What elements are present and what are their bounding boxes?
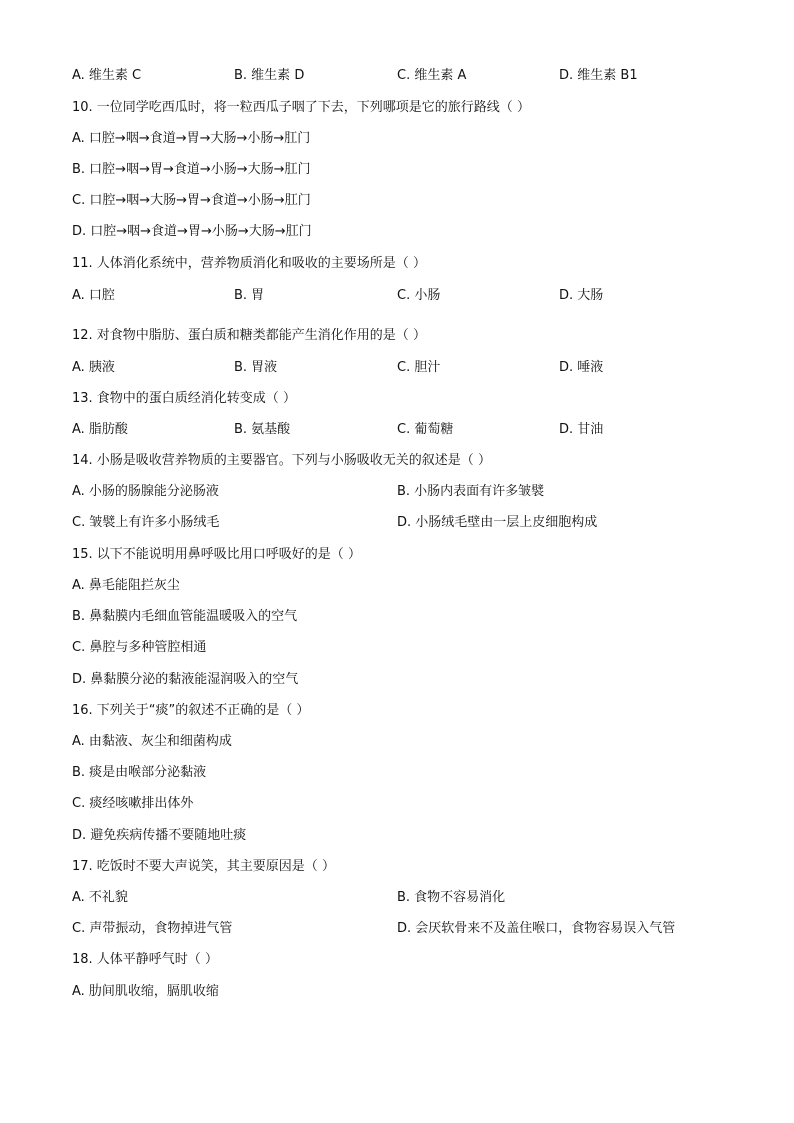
q17-option-c: C. 声带振动，食物掉进气管 xyxy=(72,921,233,936)
q14-stem: 14. 小肠是吸收营养物质的主要器官。下列与小肠吸收无关的叙述是（ ） xyxy=(72,453,491,468)
q17-option-d: D. 会厌软骨来不及盖住喉口，食物容易误入气管 xyxy=(397,921,676,936)
q12-option-b: B. 胃液 xyxy=(234,360,278,375)
q9-option-a: A. 维生素 C xyxy=(72,68,142,83)
q15-option-d: D. 鼻黏膜分泌的黏液能湿润吸入的空气 xyxy=(72,672,299,687)
q15-stem: 15. 以下不能说明用鼻呼吸比用口呼吸好的是（ ） xyxy=(72,547,361,562)
q12-option-a: A. 胰液 xyxy=(72,360,115,375)
q16-option-c: C. 痰经咳嗽排出体外 xyxy=(72,796,194,811)
q14-option-b: B. 小肠内表面有许多皱襞 xyxy=(397,484,545,499)
q15-option-c: C. 鼻腔与多种管腔相通 xyxy=(72,640,207,655)
q12-option-d: D. 唾液 xyxy=(559,360,604,375)
q12-option-c: C. 胆汁 xyxy=(397,360,441,375)
q16-option-a: A. 由黏液、灰尘和细菌构成 xyxy=(72,734,232,749)
q10-option-d: D. 口腔→咽→食道→胃→小肠→大肠→肛门 xyxy=(72,224,312,239)
q15-option-a: A. 鼻毛能阻拦灰尘 xyxy=(72,578,180,593)
q11-option-b: B. 胃 xyxy=(234,288,265,303)
q11-option-d: D. 大肠 xyxy=(559,288,604,303)
q13-option-c: C. 葡萄糖 xyxy=(397,422,454,437)
q11-option-c: C. 小肠 xyxy=(397,288,441,303)
q12-stem: 12. 对食物中脂肪、蛋白质和糖类都能产生消化作用的是（ ） xyxy=(72,328,426,343)
q17-stem: 17. 吃饭时不要大声说笑，其主要原因是（ ） xyxy=(72,859,335,874)
q14-option-a: A. 小肠的肠腺能分泌肠液 xyxy=(72,484,219,499)
q13-stem: 13. 食物中的蛋白质经消化转变成（ ） xyxy=(72,391,296,406)
q14-option-d: D. 小肠绒毛壁由一层上皮细胞构成 xyxy=(397,515,598,530)
q13-option-b: B. 氨基酸 xyxy=(234,422,291,437)
q10-option-c: C. 口腔→咽→大肠→胃→食道→小肠→肛门 xyxy=(72,193,311,208)
q17-option-b: B. 食物不容易消化 xyxy=(397,890,506,905)
q10-option-a: A. 口腔→咽→食道→胃→大肠→小肠→肛门 xyxy=(72,131,311,146)
q18-option-a: A. 肋间肌收缩，膈肌收缩 xyxy=(72,984,219,999)
q10-stem: 10. 一位同学吃西瓜时，将一粒西瓜子咽了下去，下列哪项是它的旅行路线（ ） xyxy=(72,100,530,115)
q10-option-b: B. 口腔→咽→胃→食道→小肠→大肠→肛门 xyxy=(72,162,311,177)
q17-option-a: A. 不礼貌 xyxy=(72,890,128,905)
q13-option-a: A. 脂肪酸 xyxy=(72,422,128,437)
q11-option-a: A. 口腔 xyxy=(72,288,115,303)
q16-option-b: B. 痰是由喉部分泌黏液 xyxy=(72,765,207,780)
q9-option-b: B. 维生素 D xyxy=(234,68,305,83)
q16-option-d: D. 避免疾病传播不要随地吐痰 xyxy=(72,828,247,843)
q9-option-d: D. 维生素 B1 xyxy=(559,68,638,83)
q18-stem: 18. 人体平静呼气时（ ） xyxy=(72,952,218,967)
q14-option-c: C. 皱襞上有许多小肠绒毛 xyxy=(72,515,220,530)
q13-option-d: D. 甘油 xyxy=(559,422,604,437)
q15-option-b: B. 鼻黏膜内毛细血管能温暖吸入的空气 xyxy=(72,609,298,624)
q16-stem: 16. 下列关于“痰”的叙述不正确的是（ ） xyxy=(72,703,310,718)
q9-option-c: C. 维生素 A xyxy=(397,68,467,83)
q11-stem: 11. 人体消化系统中，营养物质消化和吸收的主要场所是（ ） xyxy=(72,256,426,271)
